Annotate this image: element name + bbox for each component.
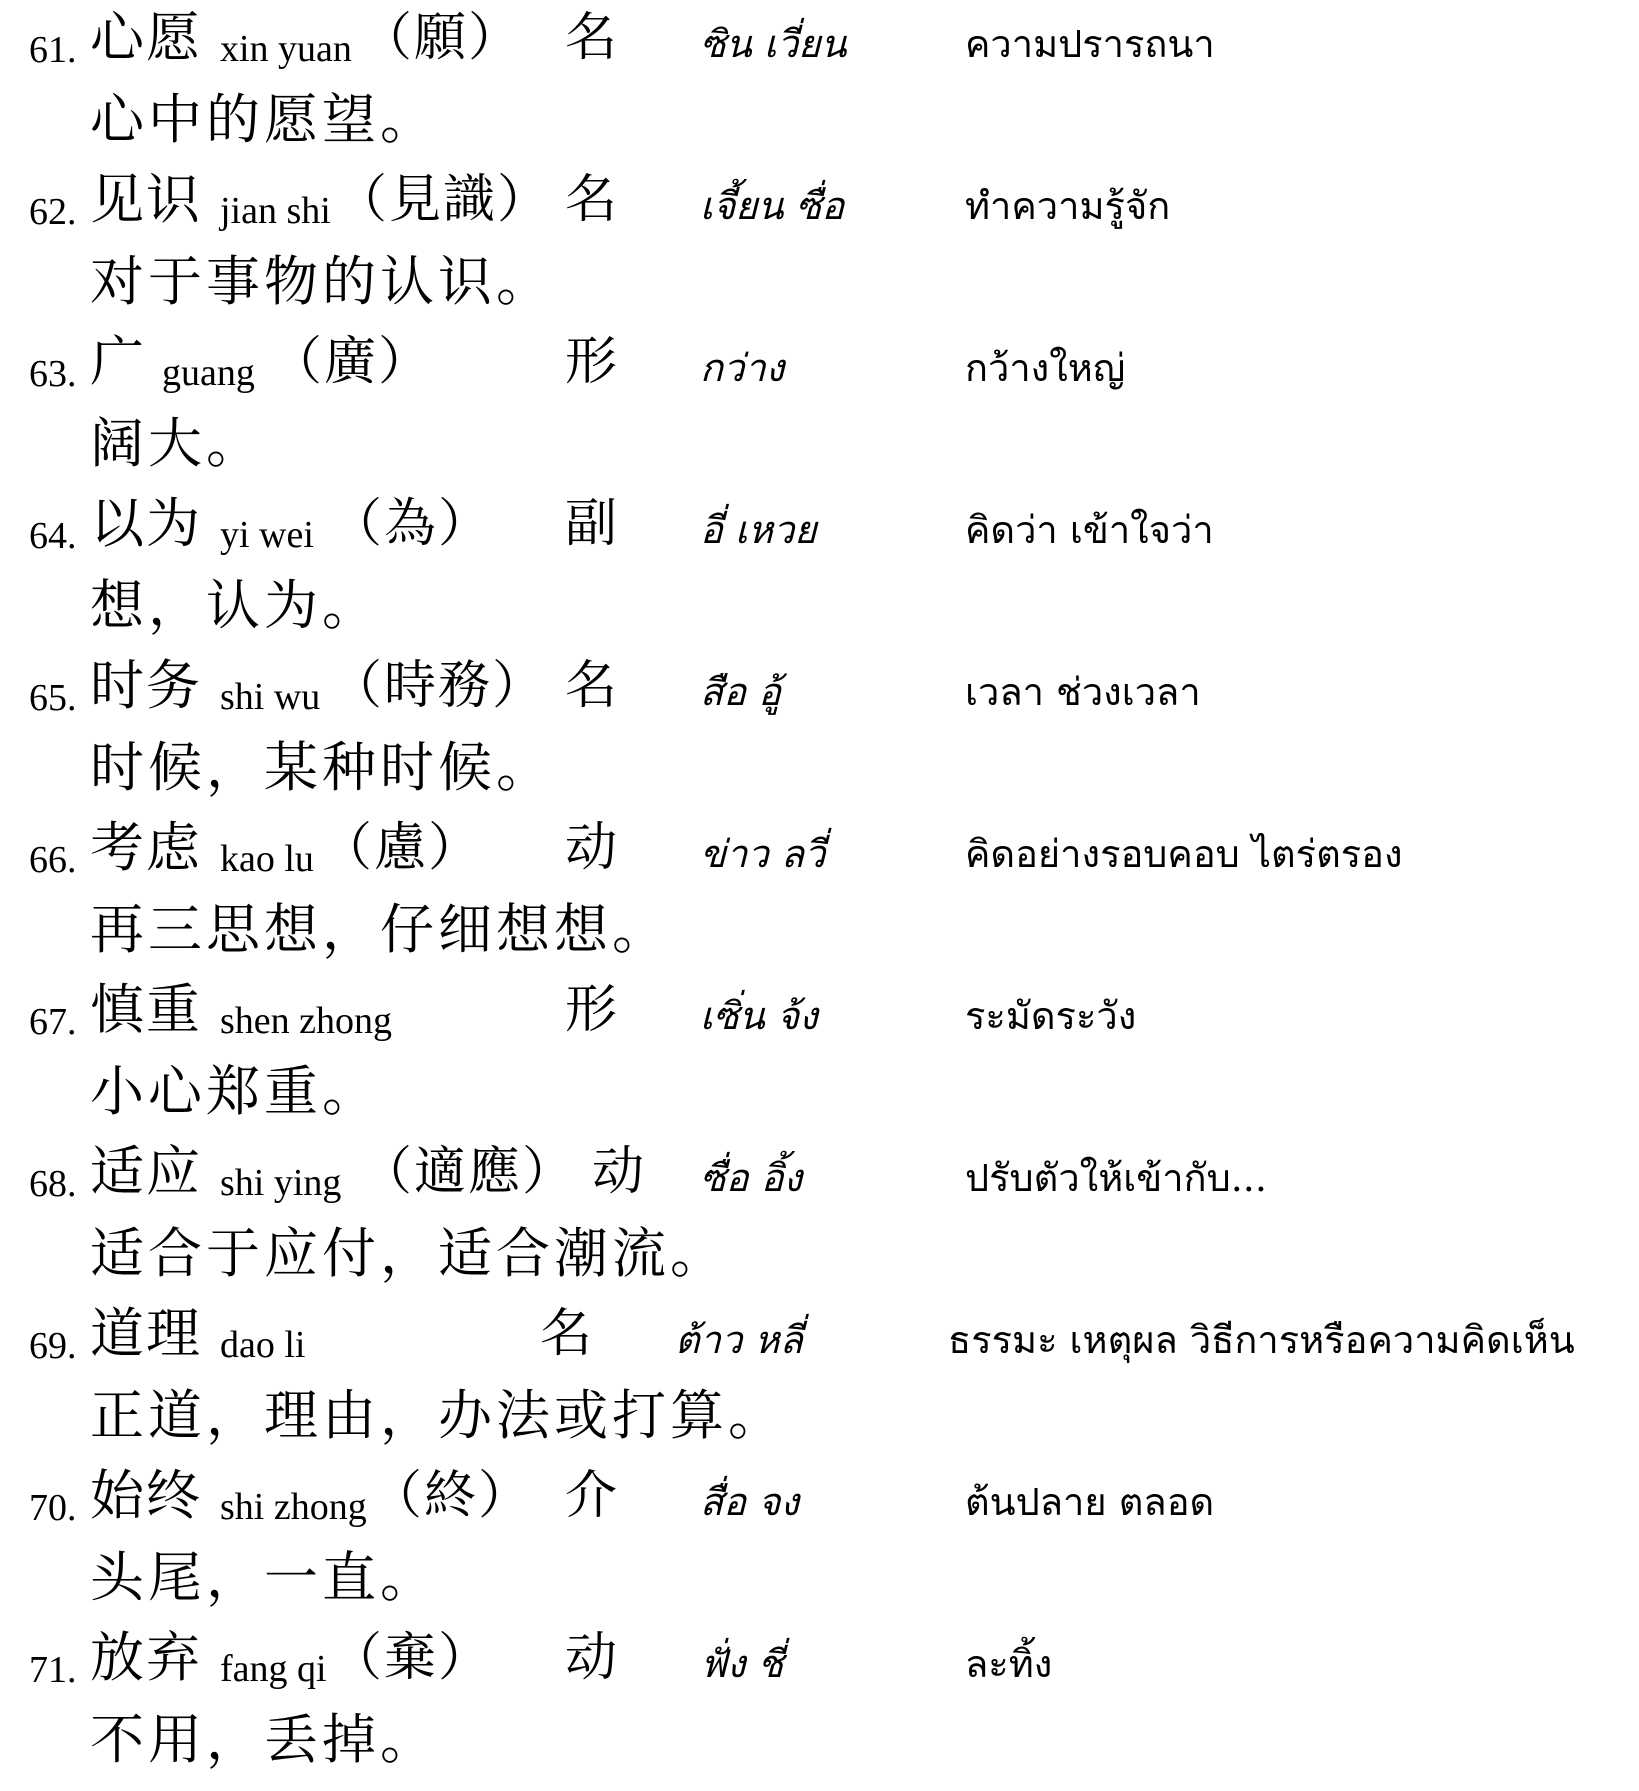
definition: 阔大。 bbox=[90, 412, 264, 475]
part-of-speech: 名 bbox=[540, 1304, 593, 1364]
traditional-form: （時務） bbox=[330, 656, 547, 716]
pinyin: guang bbox=[162, 352, 255, 394]
vocab-entry bbox=[0, 6, 1639, 168]
part-of-speech: 名 bbox=[565, 170, 618, 230]
thai-reading: สื่อ จง bbox=[700, 1480, 799, 1524]
vocab-entry bbox=[0, 1464, 1639, 1626]
thai-meaning: เวลา ช่วงเวลา bbox=[965, 670, 1201, 714]
definition: 正道，理由，办法或打算。 bbox=[90, 1384, 786, 1447]
traditional-form: （棄） bbox=[330, 1628, 493, 1688]
part-of-speech: 动 bbox=[565, 818, 618, 878]
definition: 对于事物的认识。 bbox=[90, 250, 554, 313]
chinese-word: 广 bbox=[90, 330, 146, 393]
thai-meaning: ความปรารถนา bbox=[965, 22, 1215, 66]
pinyin: kao lu bbox=[220, 838, 314, 880]
pinyin: shi wu bbox=[220, 676, 321, 718]
chinese-word: 道理 bbox=[90, 1302, 202, 1365]
definition: 小心郑重。 bbox=[90, 1060, 380, 1123]
definition: 适合于应付，适合潮流。 bbox=[90, 1222, 728, 1285]
entry-number: 64. bbox=[29, 515, 77, 557]
chinese-word: 放弃 bbox=[90, 1626, 202, 1689]
pinyin: shi zhong bbox=[220, 1486, 367, 1528]
chinese-word: 始终 bbox=[90, 1464, 202, 1527]
traditional-form: （願） bbox=[360, 8, 523, 68]
definition: 时候，某种时候。 bbox=[90, 736, 554, 799]
vocab-entry bbox=[0, 492, 1639, 654]
entry-number: 67. bbox=[29, 1001, 77, 1043]
vocab-entry bbox=[0, 1626, 1639, 1788]
chinese-word: 见识 bbox=[90, 168, 202, 231]
vocab-entry bbox=[0, 1140, 1639, 1302]
thai-reading: เซิ่น จ้ง bbox=[700, 994, 818, 1038]
traditional-form: （廣） bbox=[270, 332, 433, 392]
vocab-entry bbox=[0, 654, 1639, 816]
traditional-form: （見識） bbox=[335, 170, 552, 230]
definition: 不用，丢掉。 bbox=[90, 1708, 438, 1771]
entry-number: 62. bbox=[29, 191, 77, 233]
thai-reading: อี่ เหวย bbox=[700, 508, 817, 552]
entry-number: 68. bbox=[29, 1163, 77, 1205]
thai-meaning: ระมัดระวัง bbox=[965, 994, 1137, 1038]
traditional-form: （終） bbox=[370, 1466, 533, 1526]
thai-meaning: ธรรมะ เหตุผล วิธีการหรือความคิดเห็น bbox=[948, 1318, 1575, 1362]
entry-number: 61. bbox=[29, 29, 77, 71]
definition: 想，认为。 bbox=[90, 574, 380, 637]
entry-number: 71. bbox=[29, 1649, 77, 1691]
part-of-speech: 名 bbox=[565, 656, 618, 716]
thai-meaning: ปรับตัวให้เข้ากับ... bbox=[965, 1156, 1267, 1200]
pinyin: xin yuan bbox=[220, 28, 352, 70]
entry-number: 65. bbox=[29, 677, 77, 719]
pinyin: jian shi bbox=[220, 190, 331, 232]
part-of-speech: 形 bbox=[565, 332, 618, 392]
chinese-word: 慎重 bbox=[90, 978, 202, 1041]
pinyin: dao li bbox=[220, 1324, 306, 1366]
thai-reading: เจี้ยน ซื่อ bbox=[700, 184, 845, 228]
thai-reading: ข่าว ลวี่ bbox=[700, 832, 826, 876]
pinyin: fang qi bbox=[220, 1648, 327, 1690]
part-of-speech: 介 bbox=[565, 1466, 618, 1526]
vocab-entry bbox=[0, 1302, 1639, 1464]
thai-reading: ต้าว หลี่ bbox=[675, 1318, 803, 1362]
traditional-form: （為） bbox=[330, 494, 493, 554]
part-of-speech: 副 bbox=[565, 494, 618, 554]
entry-number: 63. bbox=[29, 353, 77, 395]
part-of-speech: 动 bbox=[592, 1142, 645, 1202]
chinese-word: 以为 bbox=[90, 492, 202, 555]
part-of-speech: 形 bbox=[565, 980, 618, 1040]
chinese-word: 考虑 bbox=[90, 816, 202, 879]
vocab-entry bbox=[0, 978, 1639, 1140]
thai-meaning: คิดว่า เข้าใจว่า bbox=[965, 508, 1214, 552]
pinyin: shen zhong bbox=[220, 1000, 393, 1042]
thai-reading: กว่าง bbox=[700, 346, 785, 390]
definition: 再三思想，仔细想想。 bbox=[90, 898, 670, 961]
thai-reading: สือ อู้ bbox=[700, 670, 781, 714]
pinyin: yi wei bbox=[220, 514, 314, 556]
vocab-entry bbox=[0, 330, 1639, 492]
thai-reading: ซิน เวี่ยน bbox=[700, 22, 847, 66]
thai-meaning: ละทิ้ง bbox=[965, 1642, 1053, 1686]
vocab-entry bbox=[0, 816, 1639, 978]
vocab-entry bbox=[0, 168, 1639, 330]
thai-meaning: ต้นปลาย ตลอด bbox=[965, 1480, 1215, 1524]
chinese-word: 心愿 bbox=[90, 6, 202, 69]
part-of-speech: 名 bbox=[565, 8, 618, 68]
entry-number: 69. bbox=[29, 1325, 77, 1367]
definition: 头尾，一直。 bbox=[90, 1546, 438, 1609]
thai-meaning: คิดอย่างรอบคอบ ไตร่ตรอง bbox=[965, 832, 1403, 876]
part-of-speech: 动 bbox=[565, 1628, 618, 1688]
thai-meaning: ทำความรู้จัก bbox=[965, 184, 1171, 228]
entry-number: 70. bbox=[29, 1487, 77, 1529]
chinese-word: 适应 bbox=[90, 1140, 202, 1203]
chinese-word: 时务 bbox=[90, 654, 202, 717]
entry-number: 66. bbox=[29, 839, 77, 881]
thai-meaning: กว้างใหญ่ bbox=[965, 346, 1126, 390]
thai-reading: ซื่อ อิ้ง bbox=[700, 1156, 803, 1200]
traditional-form: （慮） bbox=[320, 818, 483, 878]
definition: 心中的愿望。 bbox=[90, 88, 438, 151]
pinyin: shi ying bbox=[220, 1162, 342, 1204]
traditional-form: （適應） bbox=[360, 1142, 577, 1202]
thai-reading: ฟั่ง ชี่ bbox=[700, 1642, 784, 1686]
